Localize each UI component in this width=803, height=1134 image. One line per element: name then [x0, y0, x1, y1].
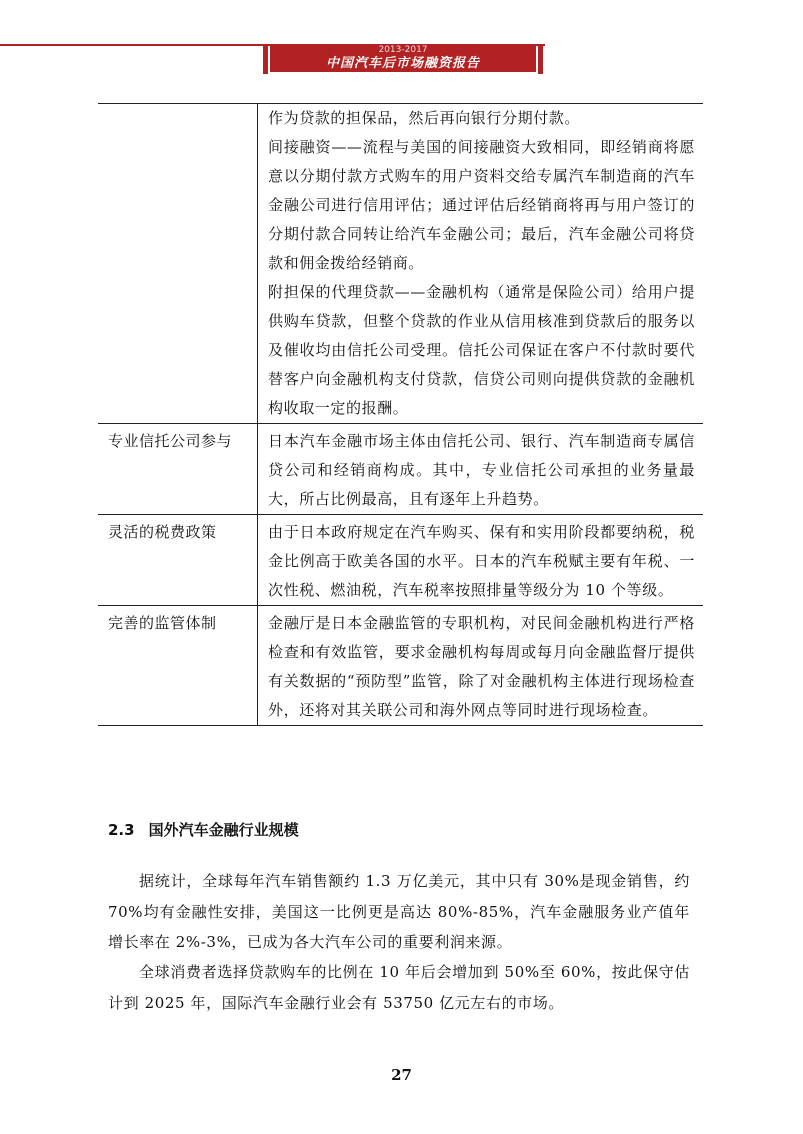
japan-auto-finance-table — [98, 103, 703, 726]
row-paragraph: 由于日本政府规定在汽车购买、保有和实用阶段都要纳税，税金比例高于欧美各国的水平。日本的汽车税赋主要有年税、一次性税、燃油税，汽车税率按照排量等级分为 10 个等级。 — [268, 523, 695, 599]
row-label: 灵活的税费政策 — [98, 515, 258, 606]
row-content — [258, 606, 704, 726]
section-title: 国外汽车金融行业规模 — [148, 821, 299, 839]
table-row — [98, 104, 703, 424]
row-content — [258, 104, 704, 424]
header-left-bar — [263, 44, 268, 74]
row-label — [98, 104, 258, 424]
table-row — [98, 606, 703, 726]
row-paragraph: 间接融资——流程与美国的间接融资大致相同，即经销商将愿意以分期付款方式购车的用户资料交给专属汽车制造商的汽车金融公司进行信用评估；通过评估后经销商将再与用户签订的分期付款合同转让给汽车金融公司；最后，汽车金融公司将贷款和佣金拨给经销商。 — [268, 138, 695, 272]
table-row — [98, 424, 703, 515]
row-label: 专业信托公司参与 — [98, 424, 258, 515]
table-row — [98, 515, 703, 606]
row-content — [258, 424, 704, 515]
header-right-bar — [538, 44, 543, 74]
row-label: 完善的监管体制 — [98, 606, 258, 726]
row-paragraph: 日本汽车金融市场主体由信托公司、银行、汽车制造商专属信贷公司和经销商构成。其中，专业信托公司承担的业务量最大，所占比例最高，且有逐年上升趋势。 — [268, 432, 695, 508]
page-number: 27 — [391, 1066, 412, 1084]
row-paragraph: 金融厅是日本金融监管的专职机构，对民间金融机构进行严格检查和有效监管，要求金融机构每周或每月向金融监督厅提供有关数据的“预防型”监管，除了对金融机构主体进行现场检查外，还将对其关联公司和海外网点等同时进行现场检查。 — [268, 614, 695, 719]
header-years: 2013-2017 — [378, 45, 428, 55]
section-number: 2.3 — [108, 821, 135, 839]
body-paragraph: 全球消费者选择贷款购车的比例在 10 年后会增加到 50%至 60%，按此保守估计到 2025 年，国际汽车金融行业会有 53750 亿元左右的市场。 — [108, 963, 690, 1012]
row-paragraph: 附担保的代理贷款——金融机构（通常是保险公司）给用户提供购车贷款，但整个贷款的作业从信用核准到贷款后的服务以及催收均由信托公司受理。信托公司保证在客户不付款时要代替客户向金融机构支付贷款，信贷公司则向提供贷款的金融机构收取一定的报酬。 — [268, 283, 695, 417]
body-paragraph: 据统计，全球每年汽车销售额约 1.3 万亿美元，其中只有 30%是现金销售，约 70%均有金融性安排，美国这一比例更是高达 80%-85%，汽车金融服务业产值年增长率在 2%-3%，已成为各大汽车公司的重要利润来源。 — [108, 872, 690, 951]
row-paragraph: 作为贷款的担保品，然后再向银行分期付款。 — [268, 109, 581, 127]
section-heading — [108, 818, 299, 842]
header-banner — [270, 44, 536, 72]
header-title: 中国汽车后市场融资报告 — [325, 56, 480, 71]
row-content — [258, 515, 704, 606]
